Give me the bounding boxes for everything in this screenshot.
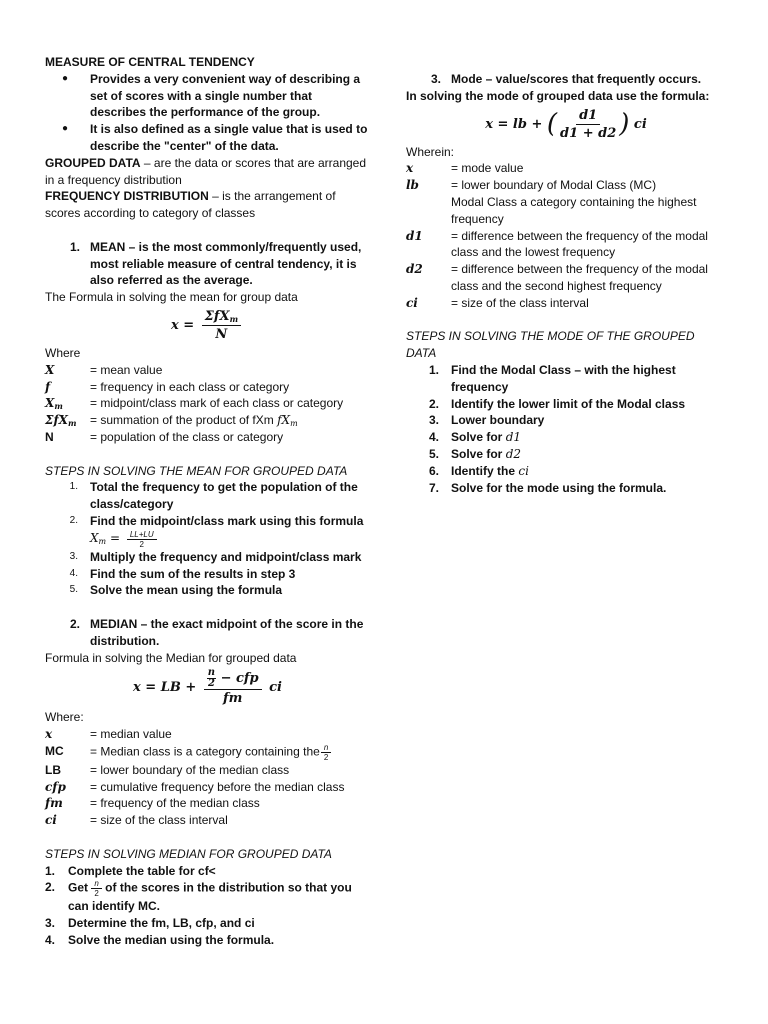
list-item: 7. Solve for the mode using the formula. [428,480,667,495]
list-item: 3. Determine the fm, LB, cfp, and ci [45,916,255,931]
list-item: 4. Solve for d1 [428,430,522,445]
mean-steps [45,479,370,599]
mean-formula: x = $\frac{\Sigma fX_m}{N}$ [45,308,370,343]
mode-where-label: Wherein: [406,144,455,159]
left-column [45,54,370,949]
mode-formula-intro: In solving the mode of grouped data use the formula: [406,88,710,103]
definition-row: ΣfX$_m$ = summation of the product of fXm $fX_m$ [45,413,298,429]
mean-steps-title: STEPS IN SOLVING THE MEAN FOR GROUPED DATA [45,463,348,478]
list-item: 6. Identify the ci [428,463,529,478]
right-column [406,71,726,496]
definition-row: lb = lower boundary of Modal Class (MC) [406,178,657,193]
list-item: 2. Get $\frac{n}{2}$ of the scores in the distribution so that you can identify MC. [45,879,352,914]
list-item: 2. Find the midpoint/class mark using this formula $X_m$ = $\frac{LL+LU}{2}$ [69,513,364,549]
definition-row: Modal Class a category containing the highest frequency [451,194,697,226]
definition-row: N = population of the class or category [45,429,284,444]
list-item: 1. Total the frequency to get the population of the class/category [69,480,358,512]
definition-row: d2 = difference between the frequency of the modal class and the second highest frequency [406,262,708,293]
mean-definitions [45,362,370,446]
mean-formula-intro: The Formula in solving the mean for group data [45,290,298,305]
definition-row: LB = lower boundary of the median class [45,762,290,777]
mean-heading: 1. MEAN – is the most commonly/frequently used, most reliable measure of central tendency, it is also referred as the average. [69,239,362,288]
definition-row: x = median value [45,727,172,742]
median-definitions [45,726,370,829]
mean-where-label: Where [45,345,81,360]
intro-bullets [45,71,370,155]
page-title: MEASURE OF CENTRAL TENDENCY [45,55,255,69]
list-item: 3. Lower boundary [428,413,545,428]
definition-row: 𝒇 = frequency in each class or category [45,379,290,394]
definition-row: ci = size of the class interval [406,295,589,310]
definition-row: 𝑿 = mean value [45,362,163,377]
list-item: 5. Solve the mean using the formula [69,583,283,598]
list-item: 4. Find the sum of the results in step 3 [69,566,296,581]
mode-definitions [406,160,726,311]
bullet-icon: ● [61,123,68,135]
mode-heading: 3. Mode – value/scores that frequently occurs. [430,72,702,86]
list-item: 5. Solve for d2 [428,446,522,461]
mode-steps-title: STEPS IN SOLVING THE MODE OF THE GROUPED DATA [406,329,695,361]
median-formula: x = LB + $\frac{n}{2}$ − cfp fm ci [133,667,282,707]
median-steps [45,863,370,949]
median-steps-title: STEPS IN SOLVING MEDIAN FOR GROUPED DATA [45,846,332,861]
definition-row: $X_m$ = midpoint/class mark of each class or category [45,396,344,412]
list-item: ● Provides a very convenient way of describing a set of scores with a single number that describes the performance of the group. [45,71,370,121]
definition-row: d1 = difference between the frequency of the modal class and the lowest frequency [406,228,708,260]
list-item: 3. Multiply the frequency and midpoint/class mark [69,549,362,564]
definition-row: fm = frequency of the median class [45,796,260,811]
grouped-data-definition: GROUPED DATA – are the data or scores that are arranged in a frequency distribution [45,155,367,187]
definition-row: cfp = cumulative frequency before the median class [45,779,345,794]
list-item: 1. Find the Modal Class – with the highest frequency [428,362,676,394]
frequency-distribution-definition: FREQUENCY DISTRIBUTION – is the arrangement of scores according to category of classes [45,189,336,221]
median-heading: 2. MEDIAN – the exact midpoint of the score in the distribution. [69,616,364,648]
definition-row: MC = Median class is a category containing the $\frac{n}{2}$ [45,743,370,762]
median-formula-intro: Formula in solving the Median for grouped data [45,650,297,665]
definition-row: ci = size of the class interval [45,813,228,828]
list-item: 2. Identify the lower limit of the Modal class [428,396,686,411]
mode-steps [406,362,726,496]
list-item: 4. Solve the median using the formula. [45,933,275,948]
list-item: ● It is also defined as a single value that is used to describe the "center" of the data. [45,121,370,155]
bullet-icon: ● [61,72,68,84]
median-where-label: Where: [45,710,84,725]
list-item: 1. Complete the table for cf< [45,863,216,878]
mode-formula: x = lb + ( $\frac{d1}{d1 + d2}$ ) ci [485,107,647,141]
definition-row: x = mode value [406,161,524,176]
